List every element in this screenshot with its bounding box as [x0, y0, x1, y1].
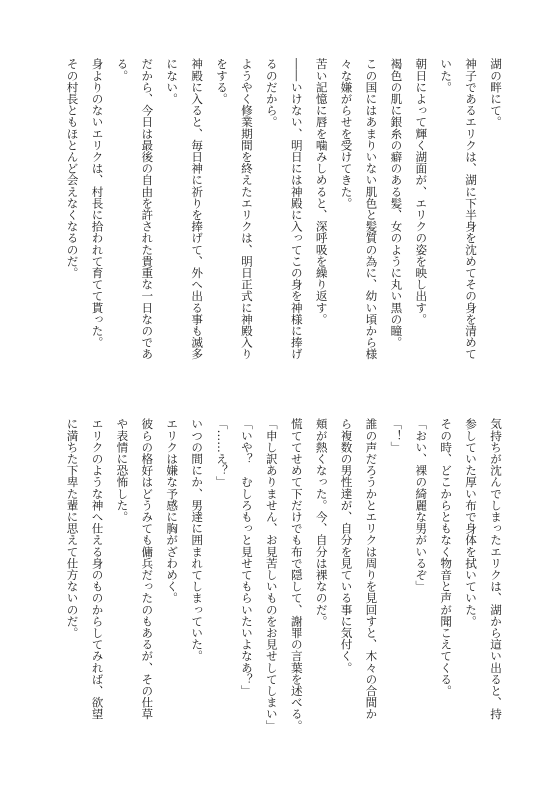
- text-line: 彼らの格好はどうみても傭兵だったのもあるが、その仕草: [140, 418, 155, 720]
- text-line: いつの間にか、男達に囲まれてしまっていた。: [190, 418, 205, 662]
- text-line: 湖の畔にて。: [489, 58, 503, 128]
- text-line: この国にはあまりいない肌色と髪質の為に、幼い頃から様: [364, 58, 379, 360]
- text-line: 褐色の肌に銀糸の癖のある髪、女のように丸い黒の瞳。: [389, 58, 404, 348]
- text-line: 誰の声だろうかとエリクは周りを見回すと、木々の合間か: [364, 418, 379, 720]
- text-line: エリクのような神へ仕える身のものからしてみれば、欲望: [90, 418, 105, 720]
- text-line: 苦い記憶に唇を噛みしめると、深呼吸を繰り返す。: [314, 58, 329, 325]
- text-line: だから、今日は最後の自由を許された貴重な一日なのであ: [140, 58, 155, 360]
- text-line: 「申し訳ありません、お見苦しいものをお見せしてしまい」: [264, 418, 279, 732]
- text-line: 参していた厚い布で身体を拭いていた。: [464, 418, 479, 627]
- text-line: ようやく修業期間を終えたエリクは、明日正式に神殿入り: [239, 58, 254, 360]
- text-line: 々な嫌がらせを受けてきた。: [339, 58, 354, 209]
- text-line: 朝日によって輝く湖面が、エリクの姿を映し出す。: [414, 58, 429, 325]
- text-line: に満ちた下卑た輩に思えて仕方ないのだ。: [65, 418, 80, 639]
- text-line: エリクは嫌な予感に胸がざわめく。: [165, 418, 180, 604]
- lower-text-block: [13, 418, 508, 740]
- text-line: ――いけない、明日には神殿に入ってこの身を神様に捧げ: [289, 58, 304, 360]
- text-line: 身よりのないエリクは、村長に拾われて育てて貰った。: [90, 58, 105, 348]
- text-line: 「いや？ むしろもっと見せてもらいたいよなあ？」: [239, 418, 254, 697]
- text-line: 頬が熱くなった。今、自分は裸なのだ。: [314, 418, 329, 627]
- upper-text-block: [13, 58, 508, 372]
- text-line: 「……え？」: [215, 418, 230, 488]
- text-line: をする。: [215, 58, 230, 105]
- text-line: 慌ててせめて下だけでも布で隠して、謝罪の言葉を述べる。: [289, 418, 304, 732]
- text-line: 「！」: [389, 418, 404, 453]
- text-line: る。: [115, 58, 130, 82]
- text-line: 神子であるエリクは、湖に下半身を沈めてその身を清めて: [464, 58, 479, 360]
- text-line: 「おい、裸の綺麗な男がいるぞ」: [414, 418, 429, 592]
- text-line: いた。: [439, 58, 454, 93]
- text-line: 神殿に入ると、毎日神に祈りを捧げて、外へ出る事も滅多: [190, 58, 205, 360]
- text-line: ら複数の男性達が、自分を見ている事に気付く。: [339, 418, 354, 674]
- text-line: や表情に恐怖した。: [115, 418, 130, 523]
- text-line: るのだから。: [264, 58, 279, 128]
- text-line: その時、どこからともなく物音と声が聞こえてくる。: [439, 418, 454, 697]
- text-line: にない。: [165, 58, 180, 105]
- text-line: 気持ちが沈んでしまったエリクは、湖から這い出ると、持: [489, 418, 503, 720]
- text-line: その村長ともほとんど会えなくなるのだ。: [65, 58, 80, 279]
